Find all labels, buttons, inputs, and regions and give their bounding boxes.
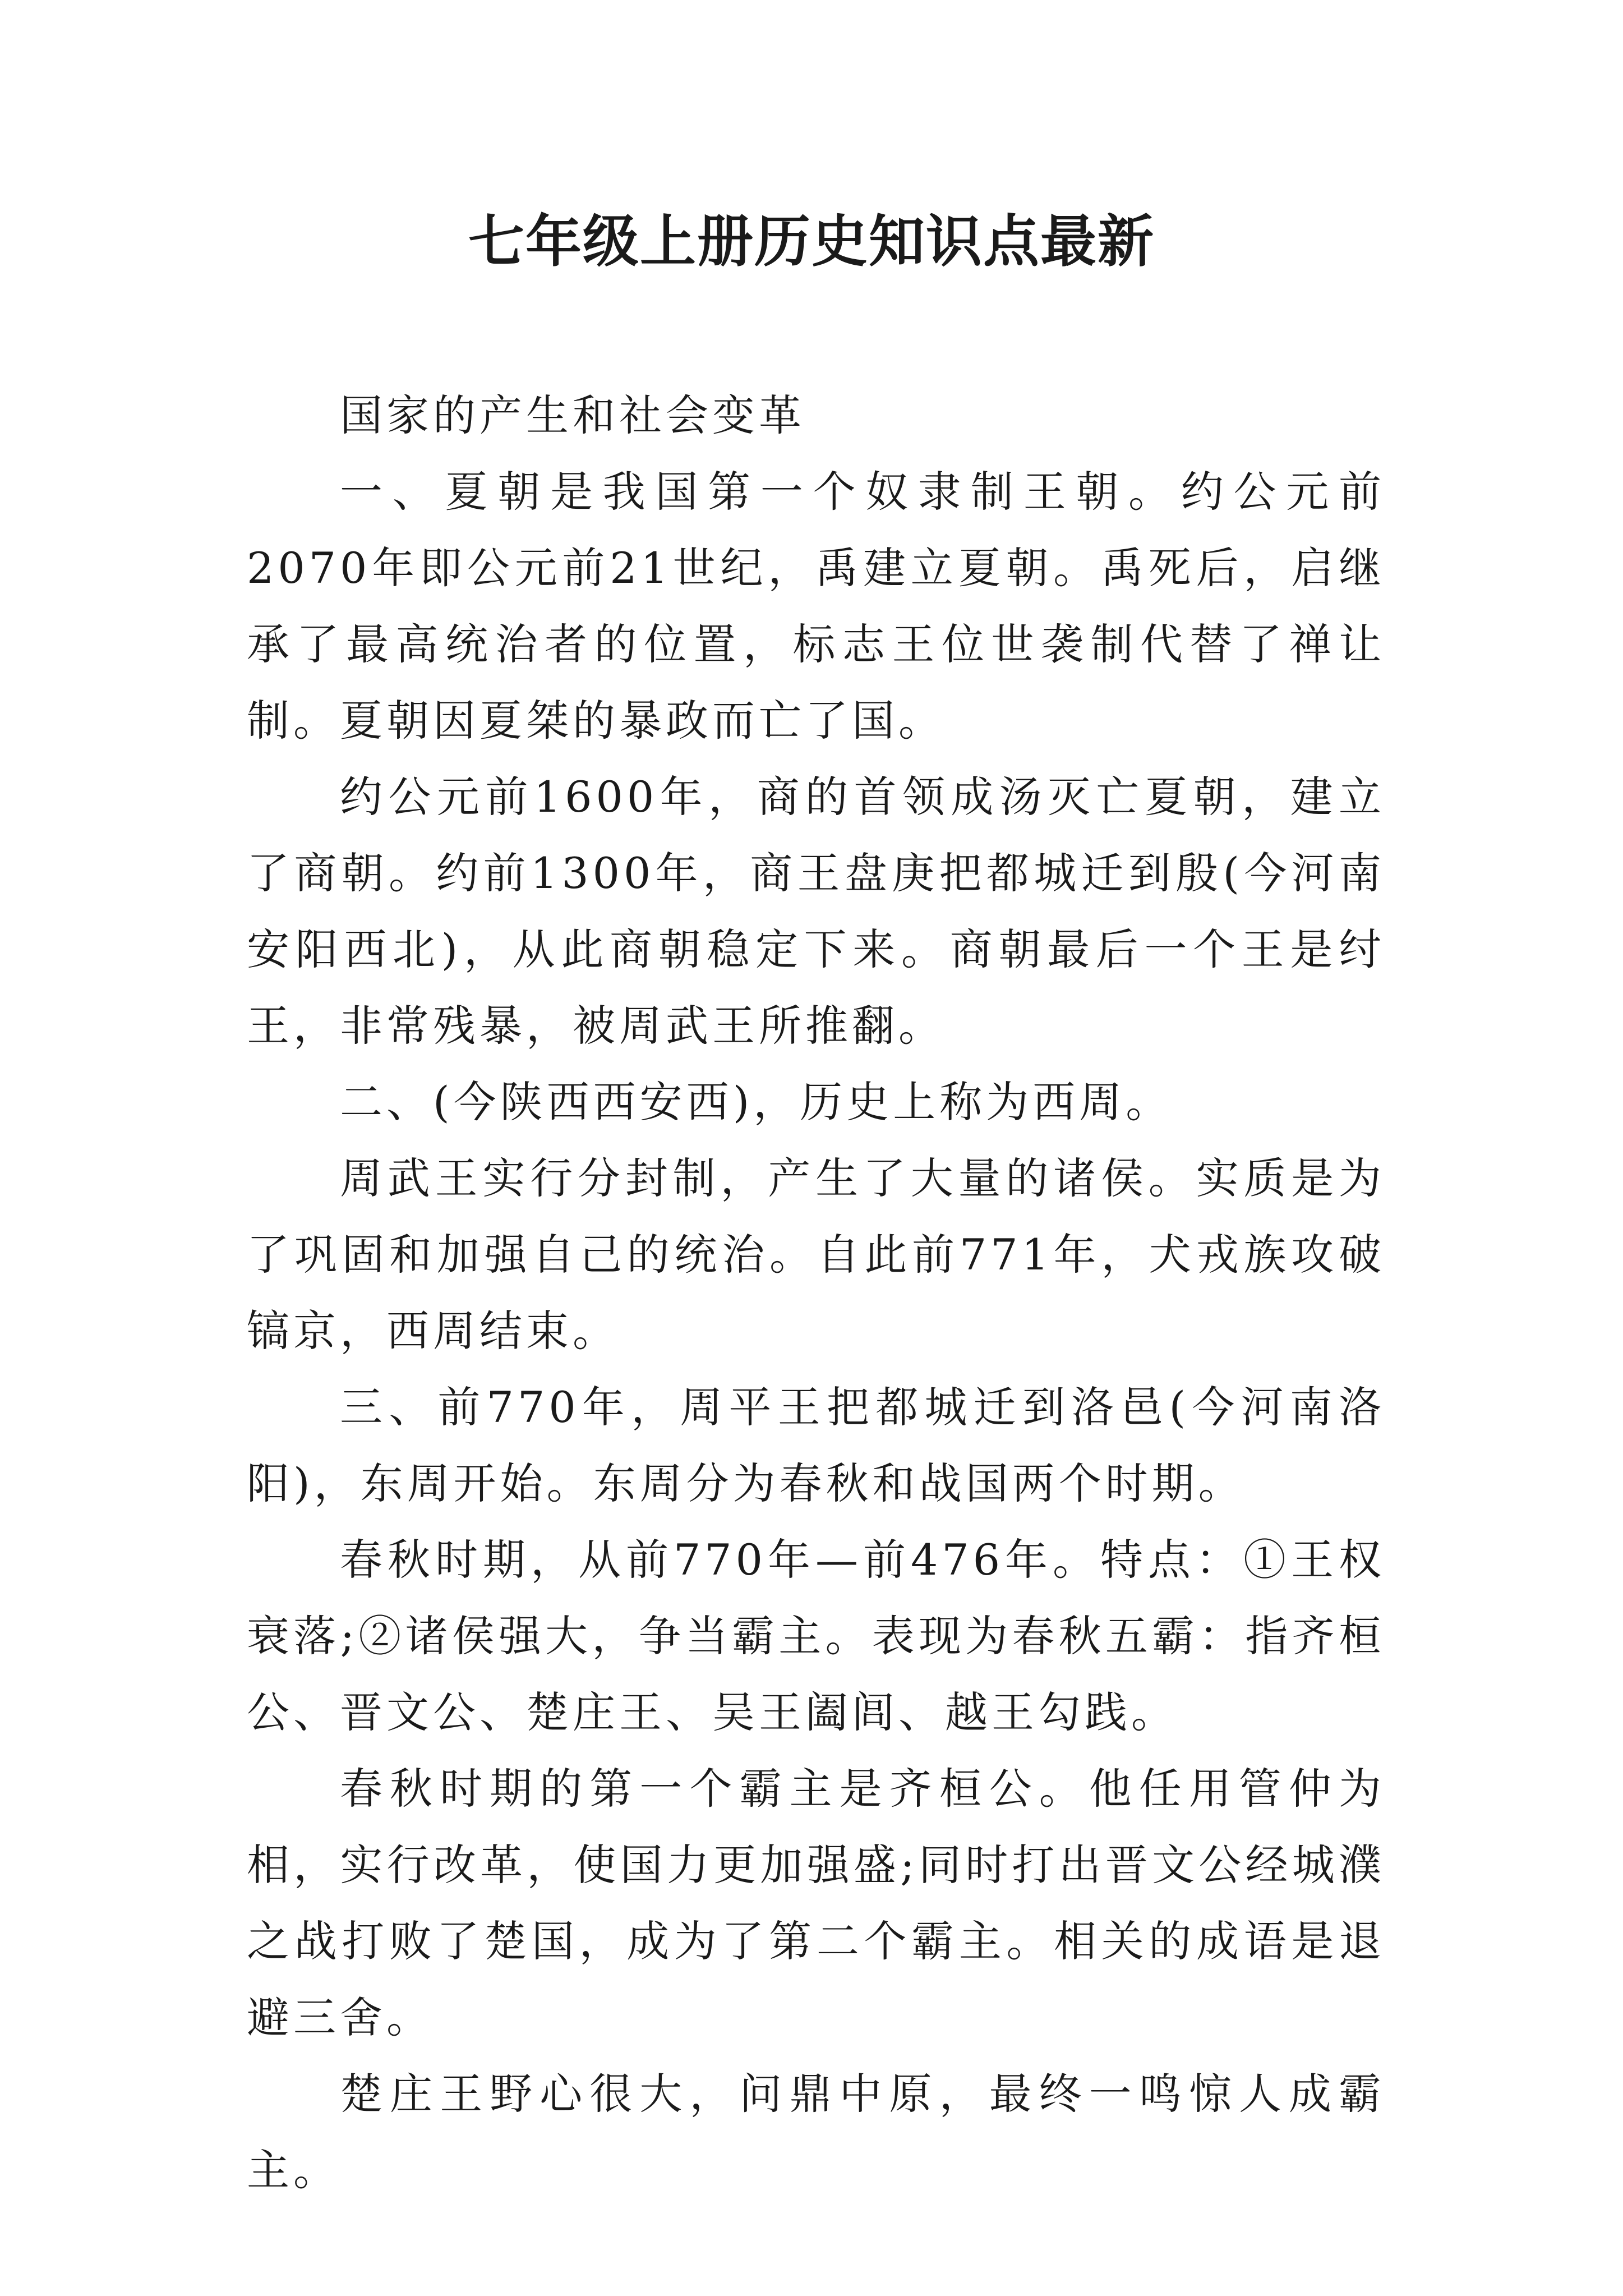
paragraph-section-heading: 国家的产生和社会变革 xyxy=(340,390,805,440)
paragraph-xia-dynasty: 一、夏朝是我国第一个奴隶制王朝。约公元前2070年即公元前21世纪，禹建立夏朝。禹死后，启继承了最高统治者的位置，标志王位世袭制代替了禅让制。夏朝因夏桀的暴政而亡了国。 xyxy=(247,467,1385,746)
paragraph-first-hegemon: 春秋时期的第一个霸主是齐桓公。他任用管仲为相，实行改革，使国力更加强盛;同时打出晋文公经城濮之战打败了楚国，成为了第二个霸主。相关的成语是退避三舍。 xyxy=(247,1764,1385,2042)
paragraph-chu-zhuang: 楚庄王野心很大，问鼎中原，最终一鸣惊人成霸主。 xyxy=(247,2069,1385,2195)
paragraph-spring-autumn: 春秋时期，从前770年—前476年。特点：①王权衰落;②诸侯强大，争当霸主。表现为春秋五霸：指齐桓公、晋文公、楚庄王、吴王阖闾、越王勾践。 xyxy=(247,1535,1385,1737)
document-body xyxy=(247,378,1385,2208)
paragraph-shang-dynasty: 约公元前1600年，商的首领成汤灭亡夏朝，建立了商朝。约前1300年，商王盘庚把都城迁到殷(今河南安阳西北)，从此商朝稳定下来。商朝最后一个王是纣王，非常残暴，被周武王所推翻。 xyxy=(247,772,1385,1051)
paragraph-eastern-zhou: 三、前770年，周平王把都城迁到洛邑(今河南洛阳)，东周开始。东周分为春秋和战国两个时期。 xyxy=(247,1382,1385,1508)
paragraph-fengjian-system: 周武王实行分封制，产生了大量的诸侯。实质是为了巩固和加强自己的统治。自此前771年，犬戎族攻破镐京，西周结束。 xyxy=(247,1153,1385,1356)
document-title: 七年级上册历史知识点最新 xyxy=(468,208,1155,274)
paragraph-western-zhou: 二、(今陕西西安西)，历史上称为西周。 xyxy=(340,1077,1173,1127)
